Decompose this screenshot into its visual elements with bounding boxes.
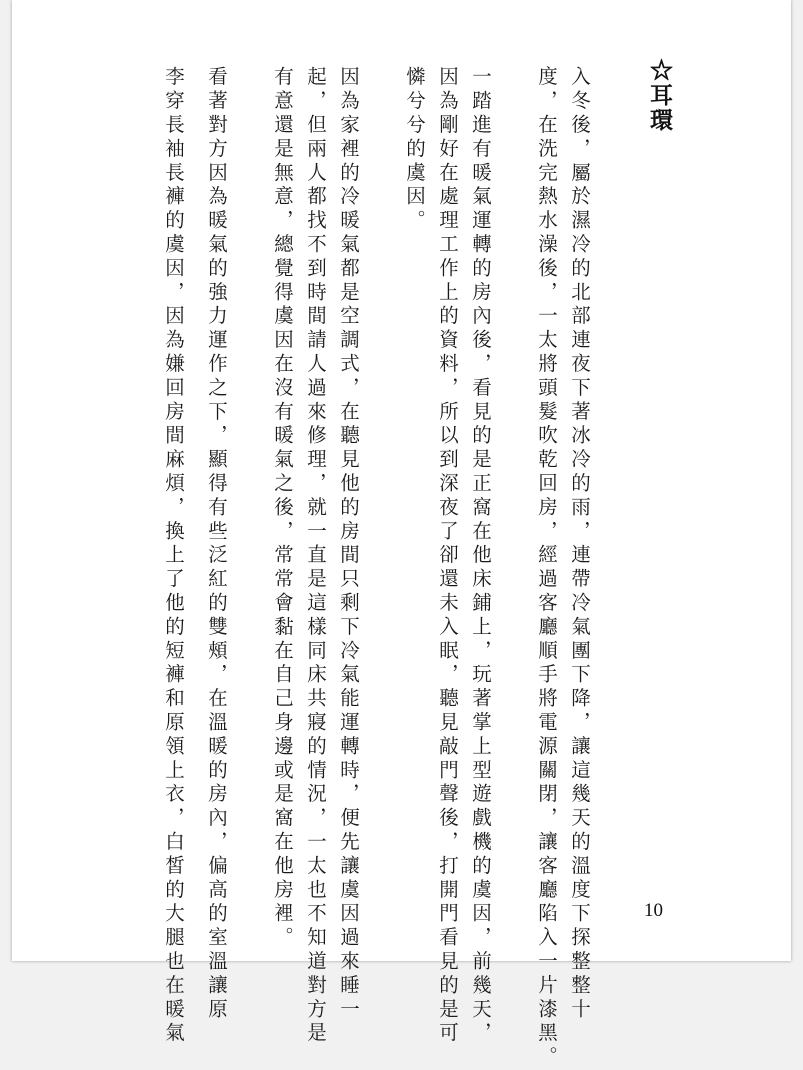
text-column: 憐兮兮的虞因。 [403,66,426,234]
chapter-title: ☆耳環 [646,58,673,133]
text-column: 因為家裡的冷暖氣都是空調式，在聽見他的房間只剩下冷氣能運轉時，便先讓虞因過來睡一 [337,66,360,1022]
text-column: 度，在洗完熱水澡後，一太將頭髮吹乾回房，經過客廳順手將電源關閉，讓客廳陷入一片漆黑。 [535,66,558,1070]
text-column: 有意還是無意，總覺得虞因在沒有暖氣之後，常常會黏在自己身邊或是窩在他房裡。 [271,66,294,951]
text-column: 起，但兩人都找不到時間請人過來修理，就一直是這樣同床共寢的情況，一太也不知道對方是 [304,66,327,1046]
text-column: 李穿長袖長褲的虞因，因為嫌回房間麻煩，換上了他的短褲和原領上衣，白皙的大腿也在暖氣 [162,66,185,1046]
page-number: 10 [644,900,663,921]
text-column: 因為剛好在處理工作上的資料，所以到深夜了卻還未入眠，聽見敲門聲後，打開門看見的是可 [436,66,459,1046]
text-column: 一踏進有暖氣運轉的房內後，看見的是正窩在他床鋪上，玩著掌上型遊戲機的虞因，前幾天， [469,66,492,1046]
text-column: 看著對方因為暖氣的強力運作之下，顯得有些泛紅的雙頰，在溫暖的房內，偏高的室溫讓原 [205,66,228,1022]
document-page [12,0,791,1070]
text-column: 入冬後，屬於濕冷的北部連夜下著冰冷的雨，連帶冷氣團下降，讓這幾天的溫度下探整整十 [568,66,591,1022]
